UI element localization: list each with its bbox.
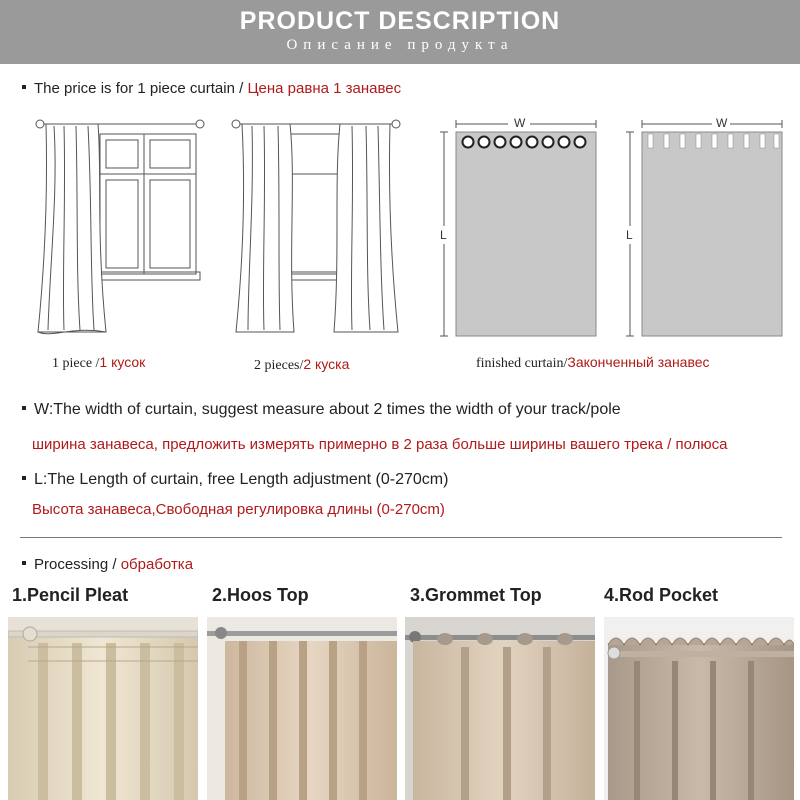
photo-pencil-pleat (8, 617, 198, 800)
caption-two-pieces-en: 2 pieces/ (254, 358, 304, 373)
bullet-icon (22, 561, 26, 565)
processing-ru: обработка (120, 556, 194, 573)
header-banner (0, 0, 800, 64)
caption-two-pieces (254, 356, 349, 374)
width-label-2: W (716, 116, 728, 130)
method-label-hooks-top: 2.Hoos Top (212, 585, 309, 605)
caption-one-piece (52, 354, 145, 372)
photo-hooks-top (207, 617, 397, 800)
length-note (22, 471, 448, 489)
price-note (22, 80, 401, 97)
caption-finished-curtain (476, 354, 710, 372)
caption-finished-ru: Законченный занавес (567, 354, 710, 370)
page-subtitle: Описание продукта (286, 37, 514, 53)
caption-two-pieces-ru: 2 куска (303, 356, 350, 372)
width-label: W (514, 116, 526, 130)
divider (20, 537, 782, 538)
photo-rod-pocket (604, 617, 794, 800)
processing-heading (22, 556, 193, 573)
caption-one-piece-ru: 1 кусок (99, 354, 146, 370)
method-label-grommet-top: 3.Grommet Top (410, 585, 542, 605)
length-note-en: L:The Length of curtain, free Length adjustment (0-270cm) (34, 471, 449, 488)
illustration-two-pieces (228, 112, 408, 347)
photo-grommet-top (405, 617, 595, 800)
method-label-pencil-pleat: 1.Pencil Pleat (12, 585, 129, 605)
bullet-icon (22, 406, 26, 410)
illustration-grommet-panel (438, 114, 608, 344)
illustration-one-piece (32, 112, 212, 347)
processing-en: Processing / (34, 556, 121, 573)
width-note-ru: ширина занавеса, предложить измерять примерно в 2 раза больше ширины вашего трека / полюса (32, 436, 728, 453)
page-title: PRODUCT DESCRIPTION (239, 7, 561, 35)
width-note (22, 401, 621, 419)
length-note-ru: Высота занавеса,Свободная регулировка длины (0-270cm) (32, 501, 445, 518)
price-note-ru: Цена равна 1 занавес (247, 80, 402, 97)
bullet-icon (22, 85, 26, 89)
length-label: L (440, 228, 447, 242)
bullet-icon (22, 476, 26, 480)
caption-one-piece-en: 1 piece / (52, 356, 100, 371)
illustration-tab-panel (624, 114, 794, 344)
width-note-en: W:The width of curtain, suggest measure about 2 times the width of your track/pole (34, 401, 621, 418)
caption-finished-en: finished curtain/ (476, 356, 568, 371)
price-note-en: The price is for 1 piece curtain / (34, 80, 248, 97)
method-label-rod-pocket: 4.Rod Pocket (604, 585, 719, 605)
length-label-2: L (626, 228, 633, 242)
